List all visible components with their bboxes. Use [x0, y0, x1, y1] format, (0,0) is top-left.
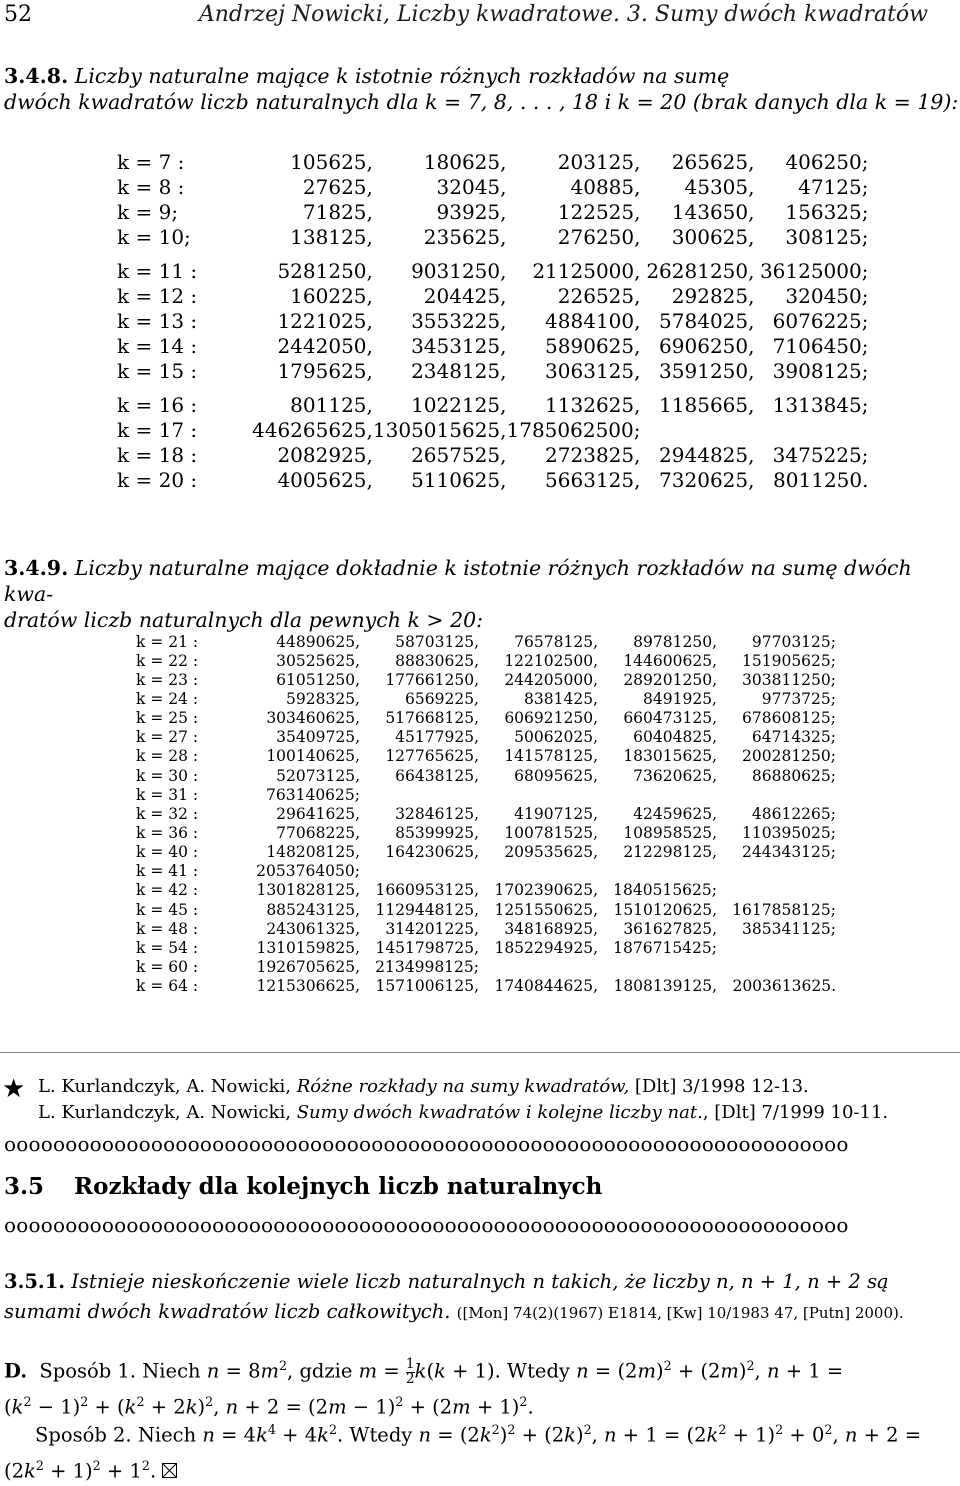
value-cell: 1740844625, [494, 977, 598, 996]
value-cell: 30525625, [276, 651, 360, 670]
value-cell: 1795625, [277, 358, 373, 383]
value-cell: 4005625, [277, 467, 373, 492]
value-cell: 1785062500; [506, 417, 641, 442]
value-cell: 385341125; [742, 919, 836, 938]
table-row [117, 333, 868, 358]
k-label: k = 8 : [117, 174, 185, 199]
k-label: k = 60 : [136, 957, 199, 976]
value-cell: 406250; [785, 149, 869, 174]
value-cell: 26281250, [646, 258, 755, 283]
value-cell: 93925, [436, 199, 507, 224]
value-cell: 678608125; [742, 709, 836, 728]
section-3-4-8 [4, 63, 958, 115]
heading-number: 3.5 [4, 1173, 45, 1200]
table-row [136, 689, 836, 708]
table-row [117, 417, 868, 442]
value-cell [717, 785, 836, 804]
table-row [136, 632, 836, 651]
value-cell: 100781525, [504, 823, 598, 842]
proof-method-2: Sposób 2. Niech $n = 4k^4 + 4k^2$. Wtedy $n = (2k^2)^2 + (2k)^2$, $n + 1 = (2k^2 + 1)^2 + 0^2$, n + 2 = $(2k^2 + 1)^2 + 1^2$. [4, 1422, 922, 1482]
value-cell: 3453125, [411, 333, 507, 358]
value-cell: 348168925, [504, 919, 598, 938]
value-cell: 68095625, [514, 766, 598, 785]
value-cell: 8011250. [773, 467, 869, 492]
value-cell: 2134998125; [375, 957, 479, 976]
value-cell: 77068225, [276, 823, 360, 842]
theorem-sources: ([Mon] 74(2)(1967) E1814, [Kw] 10/1983 47, [Putn] 2000). [456, 1304, 904, 1322]
value-cell: 289201250, [623, 670, 717, 689]
k-label: k = 17 : [117, 417, 198, 442]
k-label: k = 20 : [117, 467, 198, 492]
value-cell [598, 785, 717, 804]
value-cell: 58703125, [395, 632, 479, 651]
table-row [136, 843, 836, 862]
value-cell: 127765625, [385, 747, 479, 766]
value-cell: 143650, [671, 199, 755, 224]
table-row [136, 728, 836, 747]
value-cell: 156325; [785, 199, 869, 224]
value-cell: 1251550625, [494, 900, 598, 919]
value-cell: 763140625; [266, 785, 360, 804]
value-cell: 64714325; [751, 728, 836, 747]
value-cell: 71825, [302, 199, 373, 224]
value-cell: 1451798725, [375, 938, 479, 957]
value-cell [360, 785, 479, 804]
value-cell: 1301828125, [256, 881, 360, 900]
value-cell: 73620625, [633, 766, 717, 785]
value-cell: 61051250, [276, 670, 360, 689]
table-row [117, 258, 868, 283]
separator-bottom: ooooooooooooooooooooooooooooooooooooooooooooooooooooooooooooooooooooo [4, 1213, 849, 1237]
divider [0, 1052, 960, 1053]
value-cell: 243061325, [266, 919, 360, 938]
value-cell [754, 417, 868, 442]
page-number: 52 [4, 2, 32, 27]
value-cell: 2003613625. [732, 977, 836, 996]
value-cell: 122102500, [504, 651, 598, 670]
value-cell: 9031250, [411, 258, 507, 283]
reference-1: L. Kurlandczyk, A. Nowicki, Różne rozkłady na sumy kwadratów, [Dlt] 3/1998 12-13. [38, 1076, 809, 1097]
reference-2: L. Kurlandczyk, A. Nowicki, Sumy dwóch kwadratów i kolejne liczby nat., [Dlt] 7/1999 10-11. [38, 1102, 889, 1123]
value-cell: 66438125, [395, 766, 479, 785]
value-cell: 7320625, [659, 467, 755, 492]
value-cell: 5110625, [411, 467, 507, 492]
k-label: k = 12 : [117, 283, 198, 308]
value-cell: 303811250; [742, 670, 836, 689]
table-row [117, 467, 868, 492]
group-spacer [117, 249, 868, 258]
k-label: k = 32 : [136, 804, 199, 823]
value-cell: 1660953125, [375, 881, 479, 900]
table-row [117, 149, 868, 174]
value-cell: 209535625, [504, 843, 598, 862]
value-cell: 42459625, [633, 804, 717, 823]
value-cell: 160225, [290, 283, 373, 308]
section-text-line1: Liczby naturalne mające dokładnie k istotnie różnych rozkładów na sumę dwóch kwa- [4, 556, 912, 606]
value-cell: 177661250, [385, 670, 479, 689]
star-icon: ★ [2, 1074, 26, 1104]
k-label: k = 22 : [136, 651, 199, 670]
k-label: k = 7 : [117, 149, 185, 174]
table-row [136, 938, 836, 957]
value-cell: 1132625, [545, 392, 641, 417]
value-cell: 1185665, [659, 392, 755, 417]
k-label: k = 41 : [136, 862, 199, 881]
k-label: k = 21 : [136, 632, 199, 651]
value-cell: 361627825, [623, 919, 717, 938]
value-cell: 6076225; [772, 308, 869, 333]
value-cell: 1221025, [277, 308, 373, 333]
value-cell: 2082925, [277, 442, 373, 467]
section-number: 3.4.9. [4, 556, 69, 580]
value-cell: 29641625, [276, 804, 360, 823]
k-label: k = 64 : [136, 977, 199, 996]
section-text-line1: Liczby naturalne mające k istotnie różnych rozkładów na sumę [74, 64, 730, 88]
value-cell: 1840515625; [613, 881, 717, 900]
table-row [117, 224, 868, 249]
table-row [117, 174, 868, 199]
value-cell: 32045, [436, 174, 507, 199]
value-cell: 151905625; [742, 651, 836, 670]
value-cell [479, 785, 598, 804]
value-cell: 292825, [671, 283, 755, 308]
value-cell: 1215306625, [256, 977, 360, 996]
table-row [136, 804, 836, 823]
table-row [136, 862, 836, 881]
k-label: k = 10; [117, 224, 191, 249]
value-cell [717, 957, 836, 976]
table-row [117, 358, 868, 383]
value-cell: 50062025, [514, 728, 598, 747]
value-cell: 8491925, [643, 689, 717, 708]
proof-d-label: D. [4, 1359, 28, 1383]
value-cell: 141578125, [504, 747, 598, 766]
value-cell: 110395025; [742, 823, 836, 842]
section-number: 3.4.8. [4, 64, 69, 88]
value-cell: 606921250, [504, 709, 598, 728]
value-cell [479, 862, 598, 881]
value-cell: 105625, [290, 149, 373, 174]
value-cell: 183015625, [623, 747, 717, 766]
table-k21-k64 [136, 632, 836, 996]
theorem-line1: Istnieje nieskończenie wiele liczb naturalnych n takich, że liczby n, n + 1, n + 2 są [71, 1270, 889, 1293]
value-cell: 320450; [785, 283, 869, 308]
k-label: k = 40 : [136, 843, 199, 862]
value-cell: 446265625, [252, 417, 373, 442]
value-cell: 226525, [557, 283, 641, 308]
value-cell [598, 957, 717, 976]
value-cell [479, 957, 598, 976]
k-label: k = 36 : [136, 823, 199, 842]
value-cell: 4884100, [545, 308, 641, 333]
k-label: k = 24 : [136, 689, 199, 708]
value-cell: 2442050, [277, 333, 373, 358]
value-cell: 801125, [290, 392, 373, 417]
value-cell: 97703125; [751, 632, 836, 651]
value-cell [598, 862, 717, 881]
table-row [117, 199, 868, 224]
value-cell: 1129448125, [375, 900, 479, 919]
value-cell: 5890625, [545, 333, 641, 358]
value-cell: 35409725, [276, 728, 360, 747]
value-cell: 9773725; [761, 689, 836, 708]
value-cell [640, 417, 754, 442]
value-cell [717, 881, 836, 900]
value-cell: 27625, [302, 174, 373, 199]
k-label: k = 48 : [136, 919, 199, 938]
value-cell: 3063125, [545, 358, 641, 383]
value-cell: 6906250, [659, 333, 755, 358]
section-number: 3.5.1. [4, 1270, 66, 1293]
value-cell: 5784025, [659, 308, 755, 333]
k-label: k = 11 : [117, 258, 198, 283]
k-label: k = 13 : [117, 308, 198, 333]
k-label: k = 28 : [136, 747, 199, 766]
section-3-5-heading [4, 1173, 602, 1200]
value-cell: 2944825, [659, 442, 755, 467]
value-cell: 138125, [290, 224, 373, 249]
value-cell: 148208125, [266, 843, 360, 862]
value-cell: 7106450; [772, 333, 869, 358]
value-cell: 244205000, [504, 670, 598, 689]
value-cell: 1022125, [411, 392, 507, 417]
value-cell: 885243125, [266, 900, 360, 919]
value-cell: 45305, [684, 174, 755, 199]
table-row [136, 766, 836, 785]
table-row [117, 308, 868, 333]
value-cell [717, 862, 836, 881]
table-row [136, 651, 836, 670]
value-cell: 44890625, [276, 632, 360, 651]
table-row [117, 392, 868, 417]
value-cell: 5281250, [277, 258, 373, 283]
value-cell: 2348125, [411, 358, 507, 383]
value-cell: 1852294925, [494, 938, 598, 957]
value-cell: 1510120625, [613, 900, 717, 919]
value-cell: 52073125, [276, 766, 360, 785]
k-label: k = 16 : [117, 392, 198, 417]
table-row [136, 785, 836, 804]
value-cell: 36125000; [759, 258, 869, 283]
value-cell: 32846125, [395, 804, 479, 823]
value-cell: 6569225, [405, 689, 479, 708]
value-cell: 1702390625, [494, 881, 598, 900]
value-cell: 1876715425; [613, 938, 717, 957]
k-label: k = 30 : [136, 766, 199, 785]
value-cell: 200281250; [742, 747, 836, 766]
value-cell: 2723825, [545, 442, 641, 467]
k-label: k = 54 : [136, 938, 199, 957]
value-cell: 8381425, [524, 689, 598, 708]
k-label: k = 27 : [136, 728, 199, 747]
value-cell: 122525, [557, 199, 641, 224]
table-row [136, 957, 836, 976]
value-cell: 45177925, [395, 728, 479, 747]
value-cell: 1571006125, [375, 977, 479, 996]
table-row [136, 670, 836, 689]
value-cell [360, 862, 479, 881]
k-label: k = 9; [117, 199, 179, 224]
value-cell: 244343125; [742, 843, 836, 862]
method-1-label: Sposób 1. [39, 1359, 137, 1383]
value-cell: 76578125, [514, 632, 598, 651]
value-cell: 235625, [423, 224, 507, 249]
section-3-4-9 [4, 555, 960, 633]
value-cell: 314201225, [385, 919, 479, 938]
value-cell: 1808139125, [613, 977, 717, 996]
value-cell: 3553225, [411, 308, 507, 333]
table-row [117, 283, 868, 308]
value-cell: 40885, [570, 174, 641, 199]
table-k7-k20 [117, 149, 868, 492]
value-cell: 204425, [423, 283, 507, 308]
value-cell: 1310159825, [256, 938, 360, 957]
value-cell: 5663125, [545, 467, 641, 492]
value-cell: 303460625, [266, 709, 360, 728]
value-cell [717, 938, 836, 957]
value-cell: 85399925, [395, 823, 479, 842]
k-label: k = 23 : [136, 670, 199, 689]
value-cell: 203125, [557, 149, 641, 174]
group-spacer [117, 383, 868, 392]
value-cell: 2053764050; [256, 862, 360, 881]
value-cell: 3908125; [772, 358, 869, 383]
theorem-line2: sumami dwóch kwadratów liczb całkowitych. [4, 1300, 451, 1323]
method-2-label: Sposób 2. [35, 1423, 132, 1447]
table-row [136, 823, 836, 842]
value-cell: 164230625, [385, 843, 479, 862]
value-cell: 265625, [671, 149, 755, 174]
value-cell: 300625, [671, 224, 755, 249]
value-cell: 86880625; [751, 766, 836, 785]
section-3-5-1 [4, 1267, 956, 1328]
k-label: k = 14 : [117, 333, 198, 358]
section-text-line2: dratów liczb naturalnych dla pewnych k > 20: [4, 608, 484, 632]
value-cell: 276250, [557, 224, 641, 249]
value-cell: 2657525, [411, 442, 507, 467]
value-cell: 180625, [423, 149, 507, 174]
table-row [136, 881, 836, 900]
value-cell: 108958525, [623, 823, 717, 842]
value-cell: 5928325, [286, 689, 360, 708]
k-label: k = 18 : [117, 442, 198, 467]
qed-icon [162, 1463, 177, 1478]
proof-method-1: D. Sposób 1. Niech $n = 8m^2$, gdzie m = $\frac{1}{2}$ k(k + 1). Wtedy $n = (2m)^2 + (2m)^2$, n + 1 = $(k^2 - 1)^2 + (k^2 + 2k)^2$, $n + 2 = (2m - 1)^2 + (2m + 1)^2$. [4, 1355, 844, 1418]
k-label: k = 42 : [136, 881, 199, 900]
value-cell: 308125; [785, 224, 869, 249]
value-cell: 41907125, [514, 804, 598, 823]
separator-top: ooooooooooooooooooooooooooooooooooooooooooooooooooooooooooooooooooooo [4, 1132, 849, 1156]
k-label: k = 45 : [136, 900, 199, 919]
value-cell: 89781250, [633, 632, 717, 651]
value-cell: 88830625, [395, 651, 479, 670]
k-label: k = 15 : [117, 358, 198, 383]
value-cell: 48612265; [751, 804, 836, 823]
value-cell: 1313845; [772, 392, 869, 417]
table-row [136, 919, 836, 938]
value-cell: 3591250, [659, 358, 755, 383]
table-row [136, 709, 836, 728]
value-cell: 660473125, [623, 709, 717, 728]
value-cell: 1617858125; [732, 900, 836, 919]
value-cell: 212298125, [623, 843, 717, 862]
table-row [136, 977, 836, 996]
heading-title: Rozkłady dla kolejnych liczb naturalnych [74, 1173, 603, 1200]
references [38, 1074, 888, 1126]
running-title: Andrzej Nowicki, Liczby kwadratowe. 3. Sumy dwóch kwadratów [198, 2, 928, 27]
k-label: k = 31 : [136, 785, 199, 804]
value-cell: 60404825, [633, 728, 717, 747]
value-cell: 3475225; [772, 442, 869, 467]
table-row [117, 442, 868, 467]
value-cell: 1305015625, [372, 417, 507, 442]
table-row [136, 747, 836, 766]
value-cell: 517668125, [385, 709, 479, 728]
k-label: k = 25 : [136, 709, 199, 728]
value-cell: 144600625, [623, 651, 717, 670]
value-cell: 100140625, [266, 747, 360, 766]
value-cell: 21125000, [532, 258, 641, 283]
value-cell: 1926705625, [256, 957, 360, 976]
section-text-line2: dwóch kwadratów liczb naturalnych dla k = 7, 8, . . . , 18 i k = 20 (brak danych dla k = 19): [4, 90, 959, 114]
table-row [136, 900, 836, 919]
value-cell: 47125; [798, 174, 869, 199]
page-header [4, 2, 928, 28]
